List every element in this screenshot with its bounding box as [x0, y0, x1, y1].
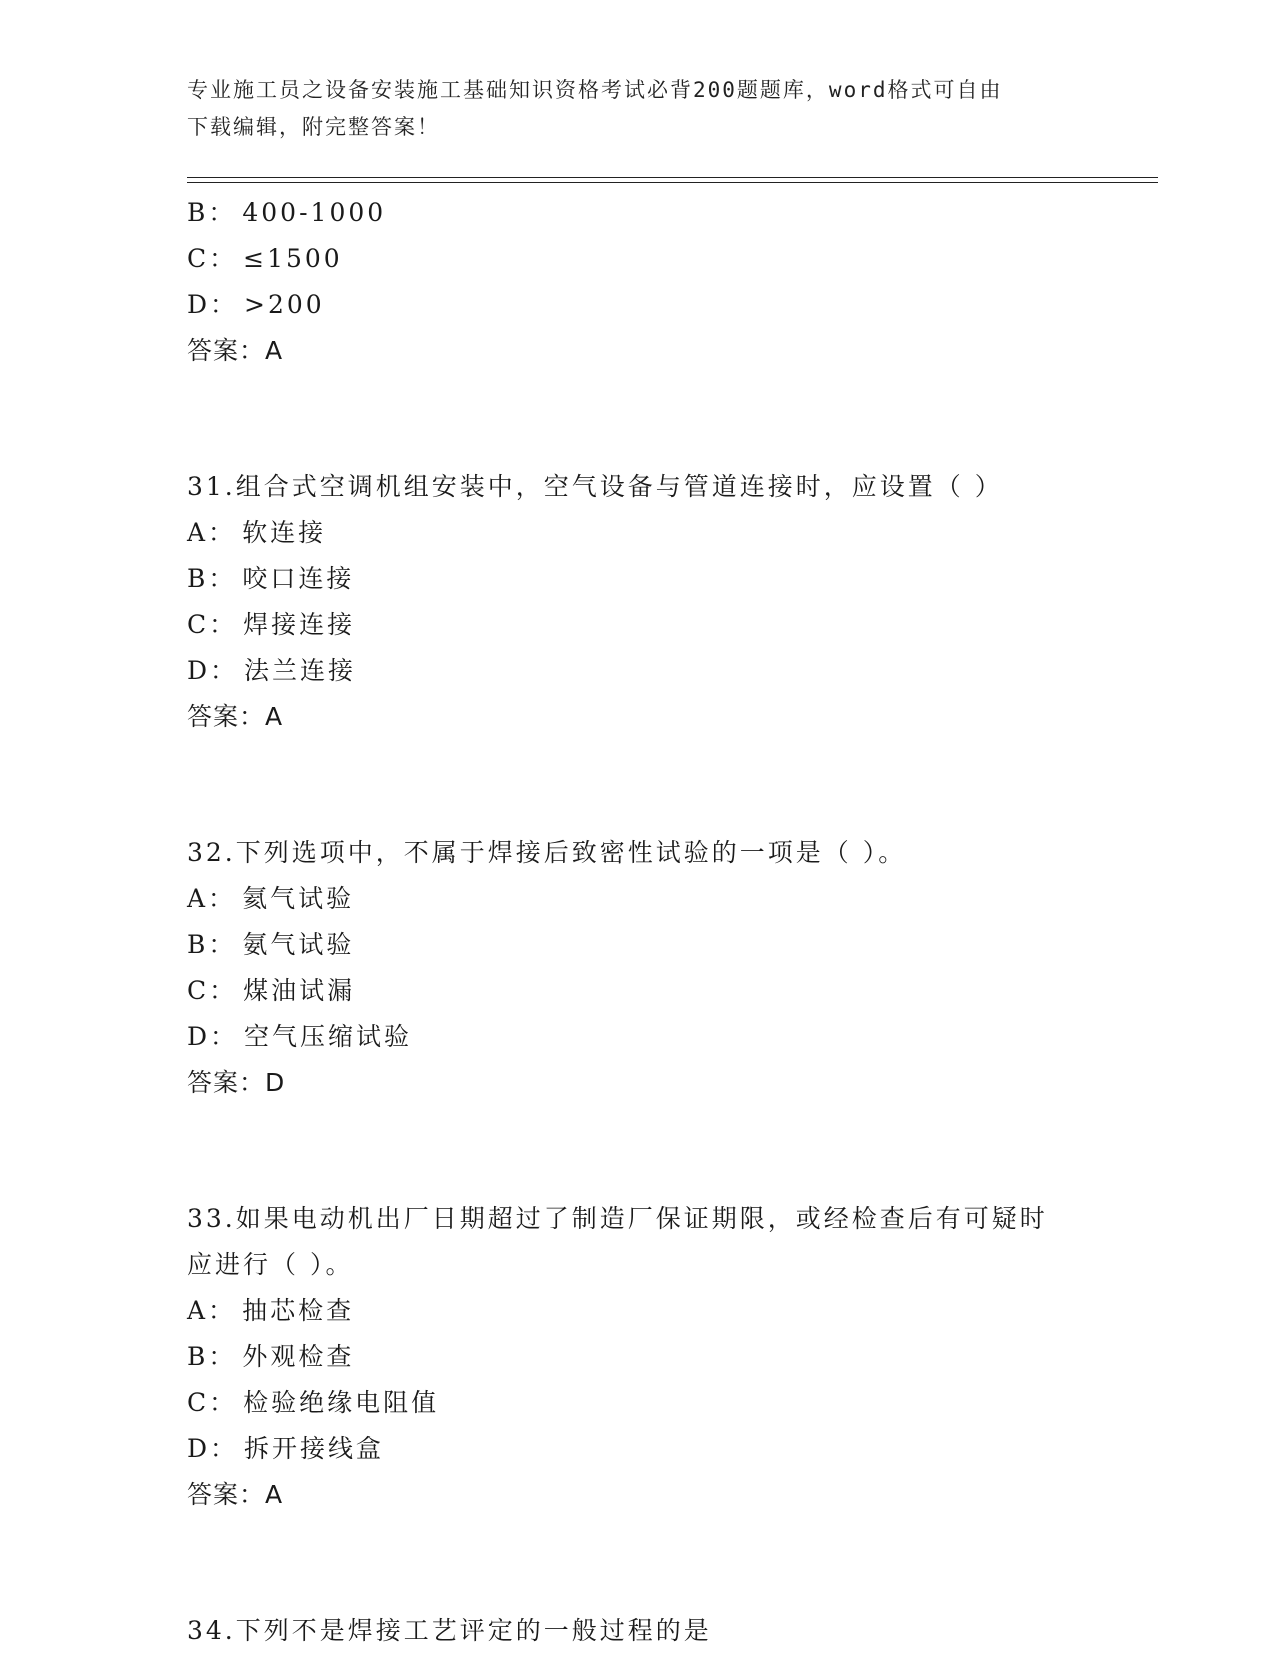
question-text: 31.组合式空调机组安装中，空气设备与管道连接时，应设置（ ） — [187, 472, 1003, 501]
header-divider-bottom — [187, 182, 1158, 183]
option-d: D： 空气压缩试验 — [187, 1022, 413, 1051]
option-c: C： 煤油试漏 — [187, 976, 356, 1005]
question-32 — [187, 830, 1087, 1106]
option-c: C： 检验绝缘电阻值 — [187, 1388, 440, 1417]
option-a: A： 软连接 — [187, 518, 327, 547]
question-text: 34.下列不是焊接工艺评定的一般过程的是 — [187, 1616, 712, 1645]
option-d: D： 法兰连接 — [187, 656, 357, 685]
option-d: D： 拆开接线盒 — [187, 1434, 385, 1463]
option-b: B： 400-1000 — [187, 198, 387, 227]
question-31 — [187, 464, 1087, 740]
option-b: B： 氨气试验 — [187, 930, 355, 959]
option-b: B： 咬口连接 — [187, 564, 355, 593]
question-text-line-2: 应进行（ ）。 — [187, 1250, 354, 1279]
header-line-2: 下载编辑，附完整答案！ — [187, 115, 440, 139]
option-b: B： 外观检查 — [187, 1342, 355, 1371]
question-33 — [187, 1196, 1087, 1518]
question-text: 32.下列选项中，不属于焊接后致密性试验的一项是（ ）。 — [187, 838, 907, 867]
header-line-1: 专业施工员之设备安装施工基础知识资格考试必背200题题库，word格式可自由 — [187, 78, 1003, 102]
header-divider-top — [187, 177, 1158, 178]
option-c: C： ≤1500 — [187, 244, 343, 273]
option-d: D： >200 — [187, 290, 325, 319]
option-c: C： 焊接连接 — [187, 610, 356, 639]
option-a: A： 抽芯检查 — [187, 1296, 355, 1325]
previous-question-block — [187, 190, 1087, 374]
answer-line: 答案：A — [187, 336, 284, 365]
question-34 — [187, 1608, 1087, 1654]
question-content — [187, 190, 1087, 1654]
document-header — [187, 72, 1087, 146]
answer-line: 答案：A — [187, 702, 284, 731]
answer-line: 答案：A — [187, 1480, 284, 1509]
option-a: A： 氦气试验 — [187, 884, 355, 913]
answer-line: 答案：D — [187, 1068, 286, 1097]
question-text-line-1: 33.如果电动机出厂日期超过了制造厂保证期限，或经检查后有可疑时 — [187, 1204, 1048, 1233]
